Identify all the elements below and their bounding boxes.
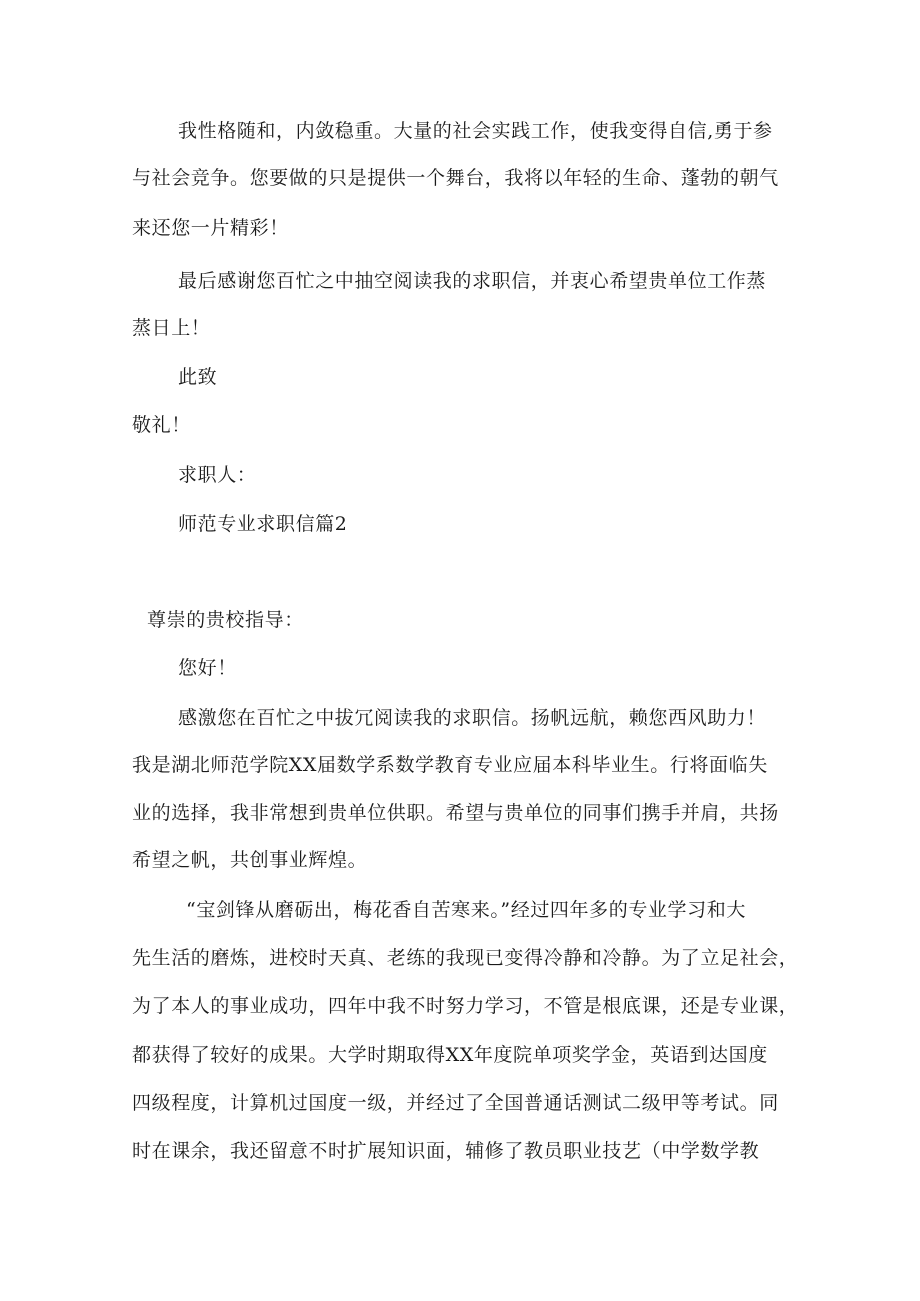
text-line: 敬礼！ <box>132 414 191 436</box>
salutation: 尊崇的贵校指导： <box>147 609 304 631</box>
text-line: 求职人： <box>178 464 257 486</box>
text-line: 来还您一片精彩！ <box>132 217 289 239</box>
text-line: 与社会竞争。您要做的只是提供一个舞台，我将以年轻的生命、蓬勃的朝气 <box>132 167 779 189</box>
text-line: 最后感谢您百忙之中抽空阅读我的求职信，并衷心希望贵单位工作蒸 <box>178 270 767 292</box>
text-line: “宝剑锋从磨砺出，梅花香自苦寒来。”经过四年多的专业学习和大 <box>186 899 746 921</box>
text-line: 为了本人的事业成功，四年中我不时努力学习，不管是根底课，还是专业课， <box>132 995 799 1017</box>
text-line: 先生活的磨炼，进校时天真、老练的我现已变得冷静和冷静。为了立足社会， <box>132 947 799 969</box>
text-line: 四级程度，计算机过国度一级，并经过了全国普通话测试二级甲等考试。同 <box>132 1092 779 1114</box>
text-line: 您好！ <box>178 657 237 679</box>
text-line: 感激您在百忙之中拔冗阅读我的求职信。扬帆远航，赖您西风助力！ <box>178 707 767 729</box>
text-line: 我是湖北师范学院XX届数学系数学教育专业应届本科毕业生。行将面临失 <box>132 754 768 776</box>
text-line: 蒸日上！ <box>132 317 211 339</box>
text-line: 业的选择，我非常想到贵单位供职。希望与贵单位的同事们携手并肩，共扬 <box>132 802 779 824</box>
text-line: 希望之帆，共创事业辉煌。 <box>132 849 368 871</box>
text-line: 此致 <box>178 366 218 388</box>
text-line: 都获得了较好的成果。大学时期取得XX年度院单项奖学金，英语到达国度 <box>132 1044 768 1066</box>
section-heading: 师范专业求职信篇2 <box>178 513 348 535</box>
text-line: 我性格随和，内敛稳重。大量的社会实践工作，使我变得自信,勇于参 <box>178 120 773 142</box>
text-line: 时在课余，我还留意不时扩展知识面，辅修了教员职业技艺（中学数学教 <box>132 1140 760 1162</box>
